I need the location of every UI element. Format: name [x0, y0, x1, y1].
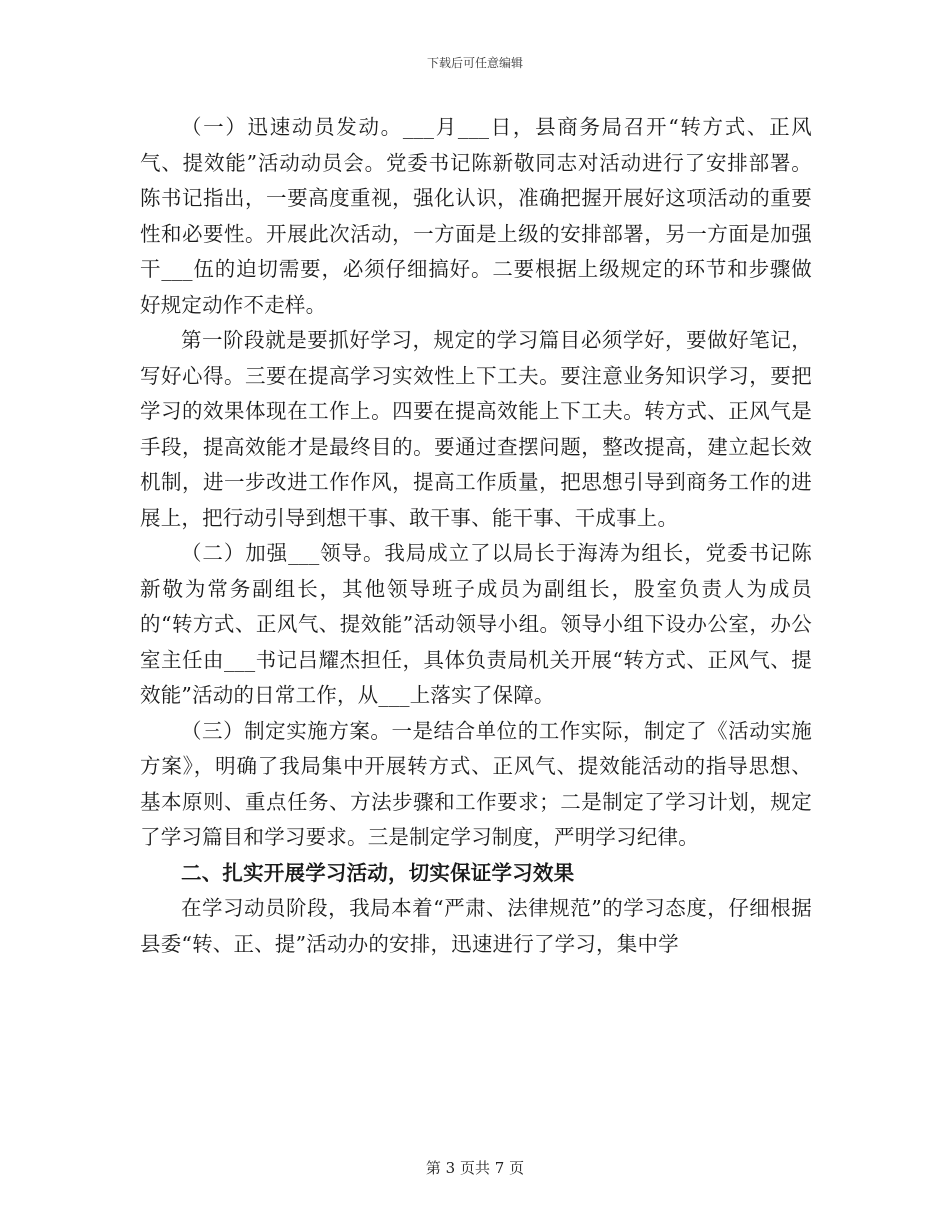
paragraph-4: （三）制定实施方案。一是结合单位的工作实际，制定了《活动实施方案》，明确了我局集中开展转方式、正风气、提效能活动的指导思想、基本原则、重点任务、方法步骤和工作要求；二是制定了学习计划，规定了学习篇目和学习要求。三是制定学习制度，严明学习纪律。 — [140, 718, 812, 849]
paragraph-5: 在学习动员阶段，我局本着“严肃、法律规范”的学习态度，仔细根据县委“转、正、提”活动办的安排，迅速进行了学习，集中学 — [140, 896, 812, 956]
document-body — [140, 110, 812, 962]
page-number: 第 3 页共 7 页 — [425, 1159, 525, 1177]
paragraph-2: 第一阶段就是要抓好学习，规定的学习篇目必须学好，要做好笔记，写好心得。三要在提高学习实效性上下工夫。要注意业务知识学习，要把学习的效果体现在工作上。四要在提高效能上下工夫。转方式、正风气是手段，提高效能才是最终目的。要通过查摆问题，整改提高，建立起长效机制，进一步改进工作作风，提高工作质量，把思想引导到商务工作的进展上，把行动引导到想干事、敢干事、能干事、干成事上。 — [140, 328, 812, 530]
paragraph-3: （二）加强___领导。我局成立了以局长于海涛为组长，党委书记陈新敬为常务副组长，其他领导班子成员为副组长，股室负责人为成员的“转方式、正风气、提效能”活动领导小组。领导小组下设办公室，办公室主任由___书记吕耀杰担任，具体负责局机关开展“转方式、正风气、提效能”活动的日常工作，从___上落实了保障。 — [140, 541, 812, 707]
paragraph-1: （一）迅速动员发动。___月___日，县商务局召开“转方式、正风气、提效能”活动动员会。党委书记陈新敬同志对活动进行了安排部署。陈书记指出，一要高度重视，强化认识，准确把握开展好这项活动的重要性和必要性。开展此次活动，一方面是上级的安排部署，另一方面是加强干___伍的迫切需要，必须仔细搞好。二要根据上级规定的环节和步骤做好规定动作不走样。 — [140, 115, 812, 317]
header-note: 下载后可任意编辑 — [426, 56, 523, 70]
section-heading: 二、扎实开展学习活动，切实保证学习效果 — [181, 860, 575, 885]
